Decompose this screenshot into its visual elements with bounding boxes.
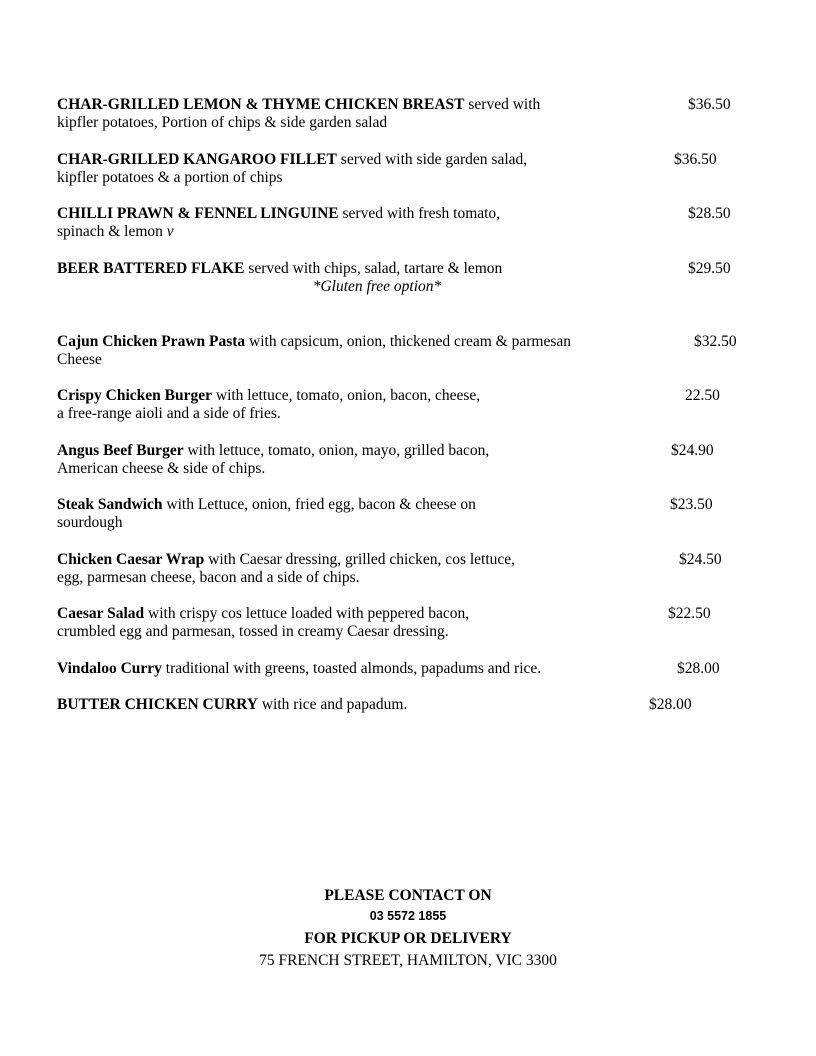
item-desc: served with side garden salad, (336, 151, 528, 168)
item-name: Angus Beef Burger (57, 442, 184, 459)
item-price: $36.50 (688, 96, 731, 113)
menu-item-3 (57, 260, 757, 295)
menu-item-0 (57, 96, 757, 132)
item-price: 22.50 (685, 387, 720, 404)
item-name: BEER BATTERED FLAKE (57, 260, 245, 277)
contact-heading: PLEASE CONTACT ON (324, 887, 492, 904)
item-desc-cont: kipfler potatoes, Portion of chips & side garden salad (57, 114, 388, 131)
item-name: Steak Sandwich (57, 496, 163, 513)
item-name: BUTTER CHICKEN CURRY (57, 696, 258, 713)
menu-item-4 (57, 333, 757, 369)
item-name: Vindaloo Curry (57, 660, 162, 677)
item-price: $24.50 (679, 551, 722, 568)
item-desc-cont: Cheese (57, 351, 102, 368)
item-desc-cont: a free-range aioli and a side of fries. (57, 405, 281, 422)
item-desc: served with chips, salad, tartare & lemon (244, 260, 503, 277)
item-desc-cont: spinach & lemon (57, 223, 167, 240)
item-desc: with capsicum, onion, thickened cream & parmesan (245, 333, 571, 350)
menu-item-7 (57, 496, 757, 532)
item-price: $28.00 (677, 660, 720, 677)
item-desc: with lettuce, tomato, onion, bacon, cheese, (212, 387, 481, 404)
item-name: CHAR-GRILLED KANGAROO FILLET (57, 151, 337, 168)
item-desc: traditional with greens, toasted almonds, papadums and rice. (161, 660, 542, 677)
item-desc: served with (464, 96, 541, 113)
item-name: Chicken Caesar Wrap (57, 551, 205, 568)
menu-item-2 (57, 205, 757, 241)
item-price: $28.50 (688, 205, 731, 222)
address: 75 FRENCH STREET, HAMILTON, VIC 3300 (259, 952, 557, 969)
item-desc-cont: American cheese & side of chips. (57, 460, 266, 477)
item-name: CHILLI PRAWN & FENNEL LINGUINE (57, 205, 339, 222)
item-desc: with crispy cos lettuce loaded with peppered bacon, (144, 605, 470, 622)
menu-item-6 (57, 442, 757, 478)
item-desc: with Lettuce, onion, fried egg, bacon & cheese on (162, 496, 476, 513)
item-name: Cajun Chicken Prawn Pasta (57, 333, 246, 350)
item-price: $28.00 (649, 696, 692, 713)
item-price: $23.50 (670, 496, 713, 513)
phone-number: 03 5572 1855 (369, 909, 447, 923)
pickup-delivery-text: FOR PICKUP OR DELIVERY (304, 930, 512, 947)
item-name: Caesar Salad (57, 605, 145, 622)
menu-item-5 (57, 387, 757, 423)
menu-item-11 (57, 696, 757, 714)
menu-item-8 (57, 551, 757, 587)
item-name: CHAR-GRILLED LEMON & THYME CHICKEN BREAST (57, 96, 465, 113)
item-desc-cont: crumbled egg and parmesan, tossed in creamy Caesar dressing. (57, 623, 449, 640)
item-desc: with lettuce, tomato, onion, mayo, grilled bacon, (183, 442, 490, 459)
menu-item-10 (57, 660, 757, 678)
menu-item-1 (57, 151, 757, 187)
item-desc: served with fresh tomato, (338, 205, 501, 222)
menu-item-9 (57, 605, 757, 641)
gluten-free-note: *Gluten free option* (312, 278, 442, 295)
item-desc: with rice and papadum. (257, 696, 408, 713)
item-desc: with Caesar dressing, grilled chicken, cos lettuce, (204, 551, 516, 568)
vegetarian-mark: v (166, 223, 174, 240)
item-price: $22.50 (668, 605, 711, 622)
item-desc-cont: sourdough (57, 514, 123, 531)
item-name: Crispy Chicken Burger (57, 387, 212, 404)
item-desc-cont: egg, parmesan cheese, bacon and a side of chips. (57, 569, 360, 586)
item-price: $29.50 (688, 260, 731, 277)
item-price: $36.50 (674, 151, 717, 168)
item-price: $32.50 (694, 333, 737, 350)
item-desc-cont: kipfler potatoes & a portion of chips (57, 169, 283, 186)
item-price: $24.90 (671, 442, 714, 459)
